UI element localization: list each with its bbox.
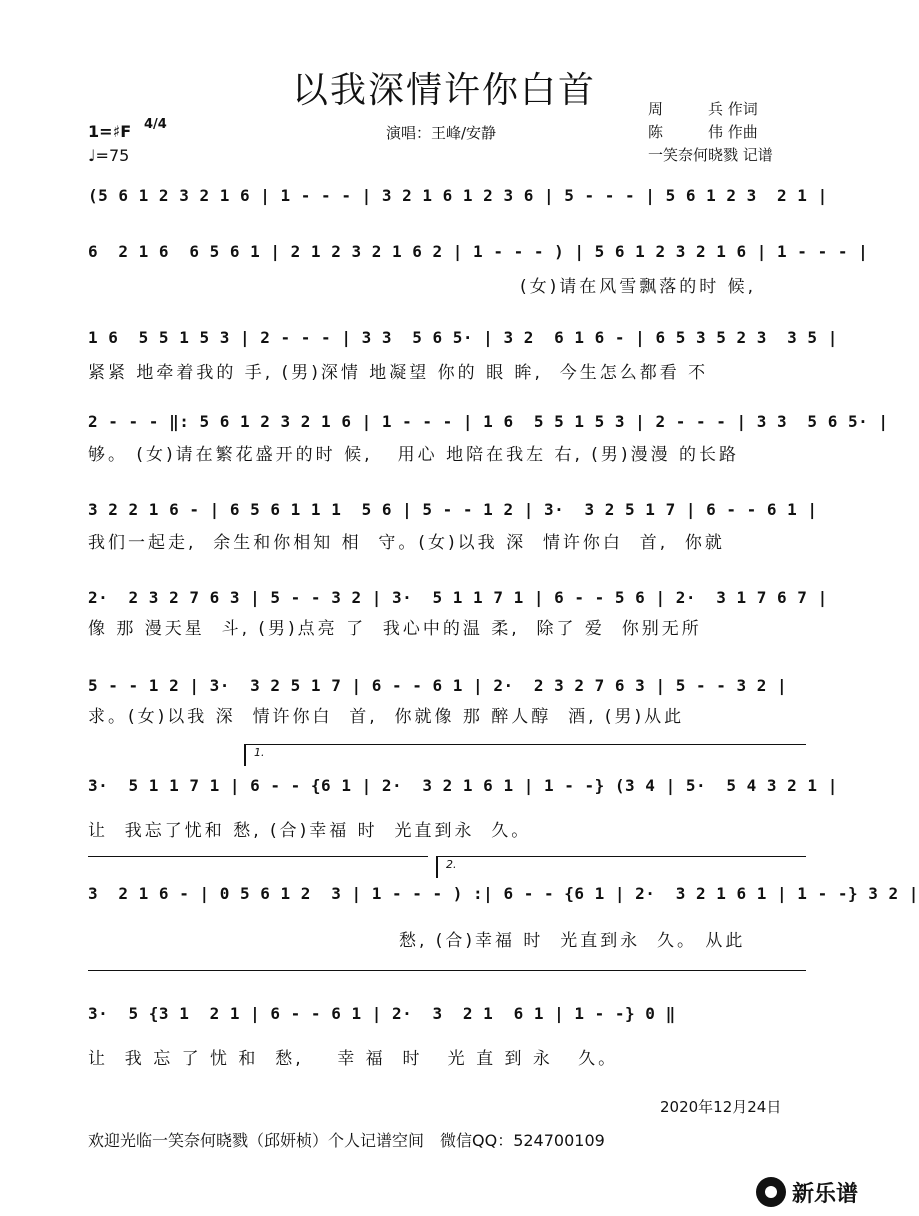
date-stamp: 2020年12月24日 <box>660 1098 782 1116</box>
score-line-9-notes: 3 2 1 6 - | 0 5 6 1 2 3 | 1 - - - ) :| 6 - - {6 1 | 2· 3 2 1 6 1 | 1 - -} 3 2 | <box>88 884 919 903</box>
site-logo <box>756 1176 876 1208</box>
score-line-8-notes: 3· 5 1 1 7 1 | 6 - - {6 1 | 2· 3 2 1 6 1 | 1 - -} (3 4 | 5· 5 4 3 2 1 | <box>88 776 838 795</box>
score-line-6-notes: 2· 2 3 2 7 6 3 | 5 - - 3 2 | 3· 5 1 1 7 1 | 6 - - 5 6 | 2· 3 1 7 6 7 | <box>88 588 828 607</box>
score-line-9-lyrics: 愁, (合)幸福 时 光直到永 久。 从此 <box>88 931 746 951</box>
volta-1-label: 1. <box>254 746 265 759</box>
transcriber-credit: 一笑奈何晓戮 记谱 <box>648 146 773 164</box>
footer-note: 欢迎光临一笑奈何晓戮（邱妍桢）个人记谱空间 微信QQ：524700109 <box>88 1131 605 1150</box>
coda-rule <box>88 970 806 971</box>
score-line-7-notes: 5 - - 1 2 | 3· 3 2 5 1 7 | 6 - - 6 1 | 2· 2 3 2 7 6 3 | 5 - - 3 2 | <box>88 676 788 695</box>
volta-1-bracket <box>244 744 806 745</box>
score-line-3-lyrics: 紧紧 地牵着我的 手, (男)深情 地凝望 你的 眼 眸, 今生怎么都看 不 <box>88 363 709 383</box>
score-line-5-notes: 3 2 2 1 6 - | 6 5 6 1 1 1 5 6 | 5 - - 1 2 | 3· 3 2 5 1 7 | 6 - - 6 1 | <box>88 500 818 519</box>
score-line-5-lyrics: 我们一起走, 余生和你相知 相 守。(女)以我 深 情许你白 首, 你就 <box>88 533 725 553</box>
volta-2-edge <box>436 856 438 878</box>
score-line-10-lyrics: 让 我 忘 了 忧 和 愁, 幸 福 时 光 直 到 永 久。 <box>88 1049 619 1069</box>
section-rule <box>88 856 428 857</box>
tempo-marking: ♩=75 <box>88 146 130 165</box>
record-icon <box>756 1177 786 1207</box>
volta-1-edge <box>244 744 246 766</box>
lyricist-credit: 周 兵 作词 <box>648 100 758 118</box>
score-line-3-notes: 1 6 5 5 1 5 3 | 2 - - - | 3 3 5 6 5· | 3 2 6 1 6 - | 6 5 3 5 2 3 3 5 | <box>88 328 838 347</box>
song-title: 以我深情许你白首 <box>291 70 596 111</box>
volta-2-bracket <box>436 856 806 857</box>
time-signature: 4/4 <box>144 117 167 132</box>
score-line-10-notes: 3· 5 {3 1 2 1 | 6 - - 6 1 | 2· 3 2 1 6 1 | 1 - -} 0 ‖ <box>88 1004 676 1023</box>
score-line-7-lyrics: 求。(女)以我 深 情许你白 首, 你就像 那 醉人醇 酒, (男)从此 <box>88 707 685 727</box>
volta-2-label: 2. <box>446 858 457 871</box>
key-signature: 1=♯F <box>88 122 132 141</box>
score-line-4-notes: 2 - - - ‖: 5 6 1 2 3 2 1 6 | 1 - - - | 1 6 5 5 1 5 3 | 2 - - - | 3 3 5 6 5· | <box>88 412 889 431</box>
score-line-1-notes: (5 6 1 2 3 2 1 6 | 1 - - - | 3 2 1 6 1 2 3 6 | 5 - - - | 5 6 1 2 3 2 1 | <box>88 186 828 205</box>
score-line-2-notes: 6 2 1 6 6 5 6 1 | 2 1 2 3 2 1 6 2 | 1 - - - ) | 5 6 1 2 3 2 1 6 | 1 - - - | <box>88 242 869 261</box>
score-line-6-lyrics: 像 那 漫天星 斗, (男)点亮 了 我心中的温 柔, 除了 爱 你别无所 <box>88 619 702 639</box>
composer-credit: 陈 伟 作曲 <box>648 123 758 141</box>
score-line-8-lyrics: 让 我忘了忧和 愁, (合)幸福 时 光直到永 久。 <box>88 821 532 841</box>
singers-credit: 演唱：王峰/安静 <box>386 124 497 142</box>
logo-text: 新乐谱 <box>792 1181 859 1207</box>
score-line-2-lyrics: (女)请在风雪飘落的时 候, <box>520 277 757 297</box>
score-line-4-lyrics: 够。 (女)请在繁花盛开的时 候, 用心 地陪在我左 右, (男)漫漫 的长路 <box>88 445 739 465</box>
